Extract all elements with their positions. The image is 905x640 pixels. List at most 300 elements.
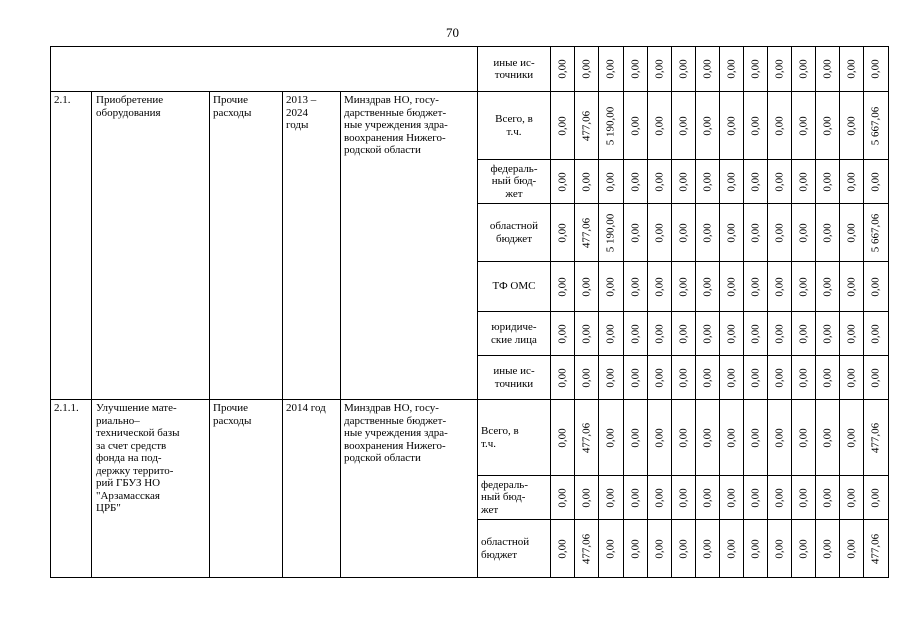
value-text: 0,00 bbox=[701, 222, 713, 243]
value-cell bbox=[792, 476, 816, 520]
value-text: 0,00 bbox=[556, 427, 568, 448]
value-cell bbox=[768, 476, 792, 520]
value-text: 0,00 bbox=[677, 367, 689, 388]
value-text: 0,00 bbox=[797, 427, 809, 448]
value-cell bbox=[768, 356, 792, 400]
item-name-line: оборудования bbox=[96, 106, 161, 119]
value-cell bbox=[792, 520, 816, 578]
value-cell bbox=[840, 262, 864, 312]
value-cell bbox=[696, 356, 720, 400]
value-cell bbox=[551, 47, 575, 92]
value-text: 0,00 bbox=[749, 427, 761, 448]
item-executor-line: родской области bbox=[344, 144, 421, 156]
funding-source bbox=[478, 160, 551, 204]
value-text: 0,00 bbox=[869, 487, 882, 508]
value-text: 0,00 bbox=[821, 276, 833, 297]
value-text: 477,06 bbox=[580, 422, 592, 453]
value-cell bbox=[720, 520, 744, 578]
value-cell bbox=[864, 160, 889, 204]
value-cell bbox=[744, 47, 768, 92]
value-text: 0,00 bbox=[725, 487, 737, 508]
value-text: 0,00 bbox=[797, 171, 809, 192]
continuation-cell bbox=[51, 47, 478, 92]
value-text: 0,00 bbox=[701, 276, 713, 297]
value-text: 0,00 bbox=[773, 487, 785, 508]
item-executor-line: воохранения Нижего- bbox=[344, 131, 446, 144]
value-cell bbox=[744, 204, 768, 262]
value-text: 0,00 bbox=[629, 171, 641, 192]
value-text: 5 667,06 bbox=[869, 213, 882, 252]
funding-source-line: федераль- bbox=[481, 478, 528, 491]
value-cell bbox=[696, 47, 720, 92]
value-text: 0,00 bbox=[797, 538, 809, 559]
value-cell bbox=[768, 312, 792, 356]
table-row bbox=[51, 400, 889, 476]
item-name-line: за счет средств bbox=[96, 439, 167, 452]
value-text: 5 190,00 bbox=[604, 106, 617, 145]
value-text: 0,00 bbox=[677, 59, 689, 79]
funding-source bbox=[478, 356, 551, 400]
value-cell bbox=[551, 476, 575, 520]
value-text: 0,00 bbox=[797, 59, 809, 79]
value-text: 0,00 bbox=[701, 487, 713, 508]
funding-source bbox=[478, 476, 551, 520]
value-cell bbox=[599, 47, 624, 92]
funding-source-line: жет bbox=[481, 503, 499, 516]
value-cell bbox=[551, 204, 575, 262]
page-number: 70 bbox=[446, 25, 459, 40]
value-cell bbox=[816, 160, 840, 204]
value-cell bbox=[768, 204, 792, 262]
value-cell bbox=[575, 47, 599, 92]
value-text: 0,00 bbox=[749, 115, 761, 136]
value-cell bbox=[648, 356, 672, 400]
funding-source-line: Всего, в bbox=[495, 113, 533, 125]
value-cell bbox=[575, 476, 599, 520]
value-text: 0,00 bbox=[580, 487, 592, 508]
item-executor bbox=[341, 400, 478, 578]
funding-source-line: точники bbox=[494, 377, 534, 390]
value-cell bbox=[744, 476, 768, 520]
value-cell bbox=[720, 312, 744, 356]
value-cell bbox=[624, 312, 648, 356]
value-cell bbox=[720, 204, 744, 262]
funding-source-line: точники bbox=[494, 69, 534, 81]
value-text: 0,00 bbox=[773, 59, 785, 79]
value-cell bbox=[624, 262, 648, 312]
value-cell bbox=[792, 312, 816, 356]
value-cell bbox=[840, 520, 864, 578]
value-cell bbox=[792, 262, 816, 312]
item-name-line: Улучшение мате- bbox=[96, 402, 177, 414]
value-text: 0,00 bbox=[653, 222, 665, 243]
value-cell bbox=[648, 92, 672, 160]
value-cell bbox=[672, 400, 696, 476]
value-cell bbox=[696, 312, 720, 356]
value-cell bbox=[551, 400, 575, 476]
value-cell bbox=[864, 476, 889, 520]
value-text: 0,00 bbox=[604, 427, 617, 448]
funding-source-line: иные ис- bbox=[493, 365, 535, 377]
value-text: 0,00 bbox=[604, 538, 617, 559]
value-text: 477,06 bbox=[580, 217, 592, 248]
value-cell bbox=[744, 160, 768, 204]
value-cell bbox=[768, 520, 792, 578]
value-cell bbox=[696, 476, 720, 520]
value-text: 0,00 bbox=[604, 171, 617, 192]
value-cell bbox=[672, 204, 696, 262]
value-cell bbox=[624, 356, 648, 400]
value-text: 0,00 bbox=[653, 487, 665, 508]
value-cell bbox=[720, 262, 744, 312]
value-cell bbox=[840, 47, 864, 92]
item-name bbox=[92, 92, 210, 400]
value-text: 0,00 bbox=[629, 276, 641, 297]
value-text: 0,00 bbox=[629, 427, 641, 448]
item-name-line: риально– bbox=[96, 414, 140, 427]
value-text: 0,00 bbox=[653, 367, 665, 388]
value-cell bbox=[768, 160, 792, 204]
value-text: 0,00 bbox=[653, 427, 665, 448]
value-cell bbox=[575, 312, 599, 356]
value-cell bbox=[599, 400, 624, 476]
value-text: 0,00 bbox=[797, 222, 809, 243]
value-cell bbox=[551, 92, 575, 160]
value-cell bbox=[720, 476, 744, 520]
funding-source bbox=[478, 312, 551, 356]
value-cell bbox=[744, 520, 768, 578]
value-cell bbox=[792, 92, 816, 160]
value-text: 0,00 bbox=[629, 367, 641, 388]
value-cell bbox=[720, 356, 744, 400]
item-expense-type-line: расходы bbox=[213, 414, 252, 427]
value-text: 0,00 bbox=[677, 171, 689, 192]
value-text: 0,00 bbox=[821, 222, 833, 243]
value-cell bbox=[575, 204, 599, 262]
value-text: 0,00 bbox=[845, 487, 857, 508]
item-name-line: "Арзамасская bbox=[96, 489, 160, 502]
value-cell bbox=[696, 400, 720, 476]
value-cell bbox=[744, 312, 768, 356]
value-text: 5 190,00 bbox=[604, 213, 617, 252]
value-text: 0,00 bbox=[653, 323, 665, 344]
value-text: 0,00 bbox=[629, 222, 641, 243]
value-text: 0,00 bbox=[773, 427, 785, 448]
value-cell bbox=[792, 47, 816, 92]
value-cell bbox=[696, 92, 720, 160]
value-cell bbox=[648, 400, 672, 476]
value-cell bbox=[575, 92, 599, 160]
value-cell bbox=[624, 476, 648, 520]
value-cell bbox=[720, 400, 744, 476]
value-cell bbox=[840, 92, 864, 160]
value-text: 0,00 bbox=[797, 115, 809, 136]
value-text: 0,00 bbox=[797, 367, 809, 388]
item-period-line: 2013 – bbox=[286, 94, 317, 106]
value-text: 0,00 bbox=[556, 538, 568, 559]
value-text: 0,00 bbox=[797, 323, 809, 344]
value-text: 0,00 bbox=[773, 276, 785, 297]
value-cell bbox=[575, 262, 599, 312]
value-text: 0,00 bbox=[677, 222, 689, 243]
value-cell bbox=[744, 400, 768, 476]
value-cell bbox=[672, 47, 696, 92]
item-executor-line: родской области bbox=[344, 452, 421, 464]
value-cell bbox=[792, 204, 816, 262]
value-cell bbox=[672, 312, 696, 356]
value-text: 0,00 bbox=[725, 222, 737, 243]
value-cell bbox=[744, 356, 768, 400]
value-cell bbox=[696, 262, 720, 312]
value-text: 0,00 bbox=[845, 222, 857, 243]
item-name-line: ЦРБ" bbox=[96, 502, 121, 514]
value-text: 0,00 bbox=[821, 427, 833, 448]
value-text: 0,00 bbox=[845, 538, 857, 559]
item-expense-type bbox=[210, 400, 283, 578]
item-executor-line: ные учреждения здра- bbox=[344, 427, 448, 439]
value-text: 0,00 bbox=[653, 276, 665, 297]
funding-source-line: ТФ ОМС bbox=[492, 280, 536, 293]
value-cell bbox=[840, 312, 864, 356]
value-text: 0,00 bbox=[556, 222, 568, 243]
value-text: 0,00 bbox=[629, 59, 641, 79]
funding-source bbox=[478, 520, 551, 578]
value-cell bbox=[575, 400, 599, 476]
funding-source-line: жет bbox=[505, 187, 523, 200]
value-cell bbox=[840, 160, 864, 204]
value-text: 0,00 bbox=[821, 487, 833, 508]
value-text: 0,00 bbox=[797, 487, 809, 508]
table-row bbox=[51, 92, 889, 160]
value-text: 0,00 bbox=[556, 171, 568, 192]
item-period-line: 2024 bbox=[286, 106, 308, 119]
value-text: 0,00 bbox=[701, 427, 713, 448]
value-text: 0,00 bbox=[773, 323, 785, 344]
value-text: 0,00 bbox=[845, 59, 857, 79]
value-cell bbox=[864, 400, 889, 476]
value-text: 0,00 bbox=[869, 323, 882, 344]
value-cell bbox=[672, 92, 696, 160]
value-text: 0,00 bbox=[749, 538, 761, 559]
funding-source-line: федераль- bbox=[490, 162, 538, 175]
value-text: 0,00 bbox=[797, 276, 809, 297]
item-index bbox=[51, 400, 92, 578]
value-text: 0,00 bbox=[604, 367, 617, 388]
item-executor bbox=[341, 92, 478, 400]
value-cell bbox=[599, 520, 624, 578]
value-text: 0,00 bbox=[653, 59, 665, 79]
value-cell bbox=[672, 160, 696, 204]
value-cell bbox=[624, 400, 648, 476]
item-expense-type bbox=[210, 92, 283, 400]
item-executor-line: ные учреждения здра- bbox=[344, 119, 448, 131]
value-cell bbox=[648, 520, 672, 578]
item-executor-line: дарственные бюджет- bbox=[344, 106, 447, 119]
value-cell bbox=[575, 520, 599, 578]
value-text: 0,00 bbox=[773, 367, 785, 388]
value-text: 0,00 bbox=[556, 323, 568, 344]
value-cell bbox=[672, 476, 696, 520]
value-cell bbox=[599, 262, 624, 312]
value-text: 0,00 bbox=[604, 323, 617, 344]
value-cell bbox=[864, 262, 889, 312]
funding-source-line: т.ч. bbox=[481, 437, 497, 450]
item-period bbox=[283, 92, 341, 400]
value-text: 0,00 bbox=[773, 115, 785, 136]
value-text: 0,00 bbox=[773, 222, 785, 243]
value-text: 0,00 bbox=[845, 323, 857, 344]
value-cell bbox=[720, 160, 744, 204]
value-cell bbox=[648, 312, 672, 356]
value-text: 0,00 bbox=[701, 323, 713, 344]
item-name-line: рий ГБУЗ НО bbox=[96, 477, 161, 489]
value-cell bbox=[864, 47, 889, 92]
value-text: 0,00 bbox=[556, 276, 568, 297]
value-cell bbox=[648, 476, 672, 520]
value-cell bbox=[696, 204, 720, 262]
funding-source-line: областной bbox=[489, 220, 539, 232]
value-text: 0,00 bbox=[677, 115, 689, 136]
value-text: 0,00 bbox=[869, 171, 882, 192]
value-text: 477,06 bbox=[869, 533, 882, 564]
value-cell bbox=[768, 262, 792, 312]
value-cell bbox=[575, 160, 599, 204]
value-cell bbox=[551, 262, 575, 312]
value-text: 0,00 bbox=[773, 538, 785, 559]
value-text: 0,00 bbox=[701, 538, 713, 559]
value-text: 0,00 bbox=[845, 115, 857, 136]
value-text: 0,00 bbox=[677, 323, 689, 344]
value-text: 0,00 bbox=[725, 323, 737, 344]
funding-source-line: т.ч. bbox=[506, 125, 522, 138]
value-text: 0,00 bbox=[821, 367, 833, 388]
value-text: 0,00 bbox=[869, 276, 882, 297]
value-text: 0,00 bbox=[701, 171, 713, 192]
funding-source-line: бюджет bbox=[481, 548, 517, 561]
funding-source-line: юридиче- bbox=[491, 321, 537, 333]
value-text: 0,00 bbox=[580, 367, 592, 388]
value-cell bbox=[816, 262, 840, 312]
item-period-line: годы bbox=[286, 119, 309, 131]
value-cell bbox=[599, 92, 624, 160]
value-text: 0,00 bbox=[556, 487, 568, 508]
value-text: 0,00 bbox=[845, 171, 857, 192]
value-text: 0,00 bbox=[749, 59, 761, 79]
funding-source bbox=[478, 92, 551, 160]
value-cell bbox=[792, 400, 816, 476]
value-cell bbox=[672, 356, 696, 400]
item-expense-type-line: расходы bbox=[213, 106, 252, 119]
value-text: 0,00 bbox=[580, 59, 592, 79]
funding-source-line: ный бюд- bbox=[491, 175, 537, 188]
value-cell bbox=[840, 204, 864, 262]
value-cell bbox=[792, 160, 816, 204]
value-cell bbox=[720, 47, 744, 92]
item-name-line: фонда на под- bbox=[96, 452, 162, 464]
value-text: 0,00 bbox=[556, 115, 568, 136]
value-cell bbox=[864, 356, 889, 400]
value-text: 0,00 bbox=[725, 276, 737, 297]
value-cell bbox=[648, 47, 672, 92]
value-cell bbox=[696, 160, 720, 204]
value-text: 0,00 bbox=[604, 59, 617, 79]
value-text: 477,06 bbox=[580, 110, 592, 141]
value-cell bbox=[551, 160, 575, 204]
value-cell bbox=[792, 356, 816, 400]
funding-source bbox=[478, 262, 551, 312]
value-cell bbox=[840, 476, 864, 520]
value-text: 0,00 bbox=[821, 115, 833, 136]
value-cell bbox=[816, 92, 840, 160]
value-text: 0,00 bbox=[677, 487, 689, 508]
value-text: 0,00 bbox=[725, 427, 737, 448]
value-cell bbox=[720, 92, 744, 160]
value-text: 0,00 bbox=[604, 487, 617, 508]
value-text: 5 667,06 bbox=[869, 106, 882, 145]
value-cell bbox=[864, 520, 889, 578]
value-text: 0,00 bbox=[677, 427, 689, 448]
value-cell bbox=[551, 520, 575, 578]
value-text: 0,00 bbox=[701, 367, 713, 388]
value-text: 0,00 bbox=[580, 323, 592, 344]
item-index bbox=[51, 92, 92, 400]
table-row bbox=[51, 47, 889, 92]
item-name-line: технической базы bbox=[96, 427, 180, 439]
value-text: 0,00 bbox=[701, 59, 713, 79]
value-cell bbox=[816, 47, 840, 92]
value-text: 477,06 bbox=[869, 422, 882, 453]
value-cell bbox=[624, 160, 648, 204]
value-cell bbox=[768, 47, 792, 92]
value-cell bbox=[840, 356, 864, 400]
value-text: 0,00 bbox=[821, 171, 833, 192]
value-cell bbox=[672, 262, 696, 312]
value-cell bbox=[575, 356, 599, 400]
funding-source bbox=[478, 204, 551, 262]
value-text: 0,00 bbox=[773, 171, 785, 192]
value-text: 0,00 bbox=[845, 276, 857, 297]
value-cell bbox=[599, 476, 624, 520]
value-text: 0,00 bbox=[749, 171, 761, 192]
item-name bbox=[92, 400, 210, 578]
value-cell bbox=[816, 520, 840, 578]
value-cell bbox=[816, 204, 840, 262]
value-text: 0,00 bbox=[653, 115, 665, 136]
value-text: 0,00 bbox=[869, 367, 882, 388]
item-name-line: Приобретение bbox=[96, 94, 164, 106]
value-cell bbox=[624, 47, 648, 92]
value-cell bbox=[768, 92, 792, 160]
funding-source-line: иные ис- bbox=[493, 56, 535, 69]
value-cell bbox=[648, 204, 672, 262]
item-name-line: держку террито- bbox=[96, 464, 174, 477]
value-cell bbox=[864, 312, 889, 356]
value-cell bbox=[648, 262, 672, 312]
value-text: 0,00 bbox=[821, 323, 833, 344]
value-text: 0,00 bbox=[629, 487, 641, 508]
value-cell bbox=[816, 312, 840, 356]
value-cell bbox=[599, 204, 624, 262]
value-text: 0,00 bbox=[556, 59, 568, 79]
value-text: 0,00 bbox=[629, 538, 641, 559]
value-cell bbox=[816, 476, 840, 520]
value-text: 0,00 bbox=[821, 59, 833, 79]
value-text: 0,00 bbox=[629, 115, 641, 136]
funding-source-line: бюджет bbox=[496, 232, 532, 245]
value-text: 0,00 bbox=[845, 427, 857, 448]
value-cell bbox=[864, 204, 889, 262]
funding-source-line: ный бюд- bbox=[481, 491, 526, 504]
